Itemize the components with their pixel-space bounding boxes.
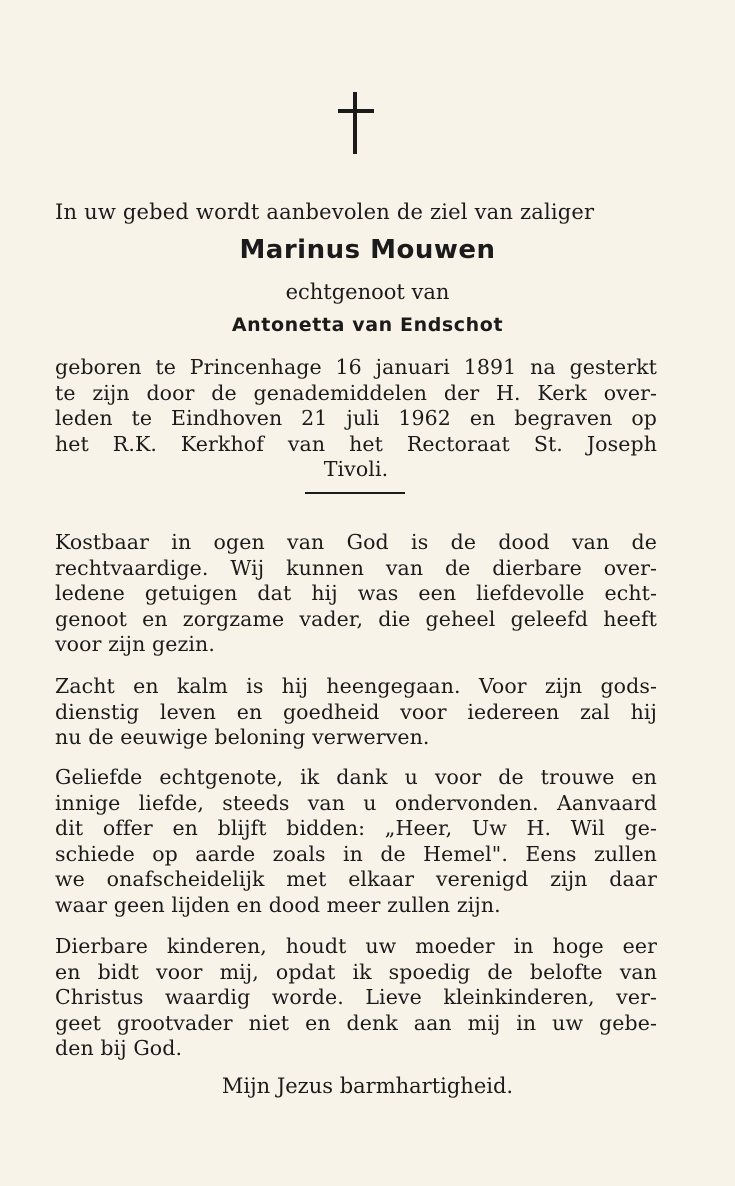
- divider: [305, 492, 405, 494]
- bio-line: geboren te Princenhage 16 januari 1891 na gesterkt: [55, 355, 657, 379]
- paragraph-line: innige liefde, steeds van u ondervonden. Aanvaard: [55, 790, 657, 815]
- paragraph-line: rechtvaardige. Wij kunnen van de dierbare over-: [55, 555, 657, 580]
- paragraph-line: Geliefde echtgenote, ik dank u voor de trouwe en: [55, 765, 657, 789]
- bio-line: leden te Eindhoven 21 juli 1962 en begraven op: [55, 406, 657, 430]
- bio-line: het R.K. Kerkhof van het Rectoraat St. Joseph: [55, 431, 657, 456]
- intro-text: In uw gebed wordt aanbevolen de ziel van zaliger: [55, 200, 595, 224]
- spouse-name: Antonetta van Endschot: [231, 314, 504, 336]
- paragraph-line: waar geen lijden en dood meer zullen zijn.: [55, 892, 501, 917]
- bio-line: te zijn door de genademiddelen der H. Kerk over-: [55, 380, 657, 405]
- cross-horizontal-bar: [338, 109, 374, 113]
- paragraph-line: dit offer en blijft bidden: „Heer, Uw H. Wil ge-: [55, 816, 657, 840]
- bio-paragraph: [55, 355, 657, 483]
- paragraph-line: ledene getuigen dat hij was een liefdevolle echt-: [55, 581, 657, 605]
- paragraph-line: we onafscheidelijk met elkaar verenigd zijn daar: [55, 867, 657, 891]
- paragraph-line: genoot en zorgzame vader, die geheel geleefd heeft: [55, 606, 657, 631]
- paragraph-line: Kostbaar in ogen van God is de dood van de: [55, 530, 657, 554]
- paragraph-line: Dierbare kinderen, houdt uw moeder in hoge eer: [55, 934, 657, 958]
- spouse-label: echtgenoot van: [285, 280, 450, 304]
- paragraph-line: voor zijn gezin.: [55, 632, 215, 656]
- cross-vertical-bar: [353, 92, 357, 154]
- paragraph-line: dienstig leven en goedheid voor iedereen zal hij: [55, 699, 657, 724]
- paragraph-line: nu de eeuwige beloning verwerven.: [55, 725, 430, 749]
- paragraph-line: den bij God.: [55, 1036, 183, 1060]
- paragraph-line: en bidt voor mij, opdat ik spoedig de belofte van: [55, 959, 657, 984]
- paragraph-line: geet grootvader niet en denk aan mij in uw gebe-: [55, 1010, 657, 1035]
- paragraph-line: schiede op aarde zoals in de Hemel". Eens zullen: [55, 841, 657, 866]
- bio-line: Tivoli.: [323, 457, 389, 481]
- paragraph-1: [55, 530, 657, 658]
- closing-prayer: Mijn Jezus barmhartigheid.: [221, 1074, 514, 1098]
- paragraph-4: [55, 934, 657, 1062]
- paragraph-3: [55, 765, 657, 918]
- paragraph-2: [55, 674, 657, 751]
- deceased-name: Marinus Mouwen: [239, 235, 496, 265]
- paragraph-line: Zacht en kalm is hij heengegaan. Voor zijn gods-: [55, 674, 657, 698]
- cross-icon: [338, 92, 374, 154]
- paragraph-line: Christus waardig worde. Lieve kleinkinderen, ver-: [55, 985, 657, 1009]
